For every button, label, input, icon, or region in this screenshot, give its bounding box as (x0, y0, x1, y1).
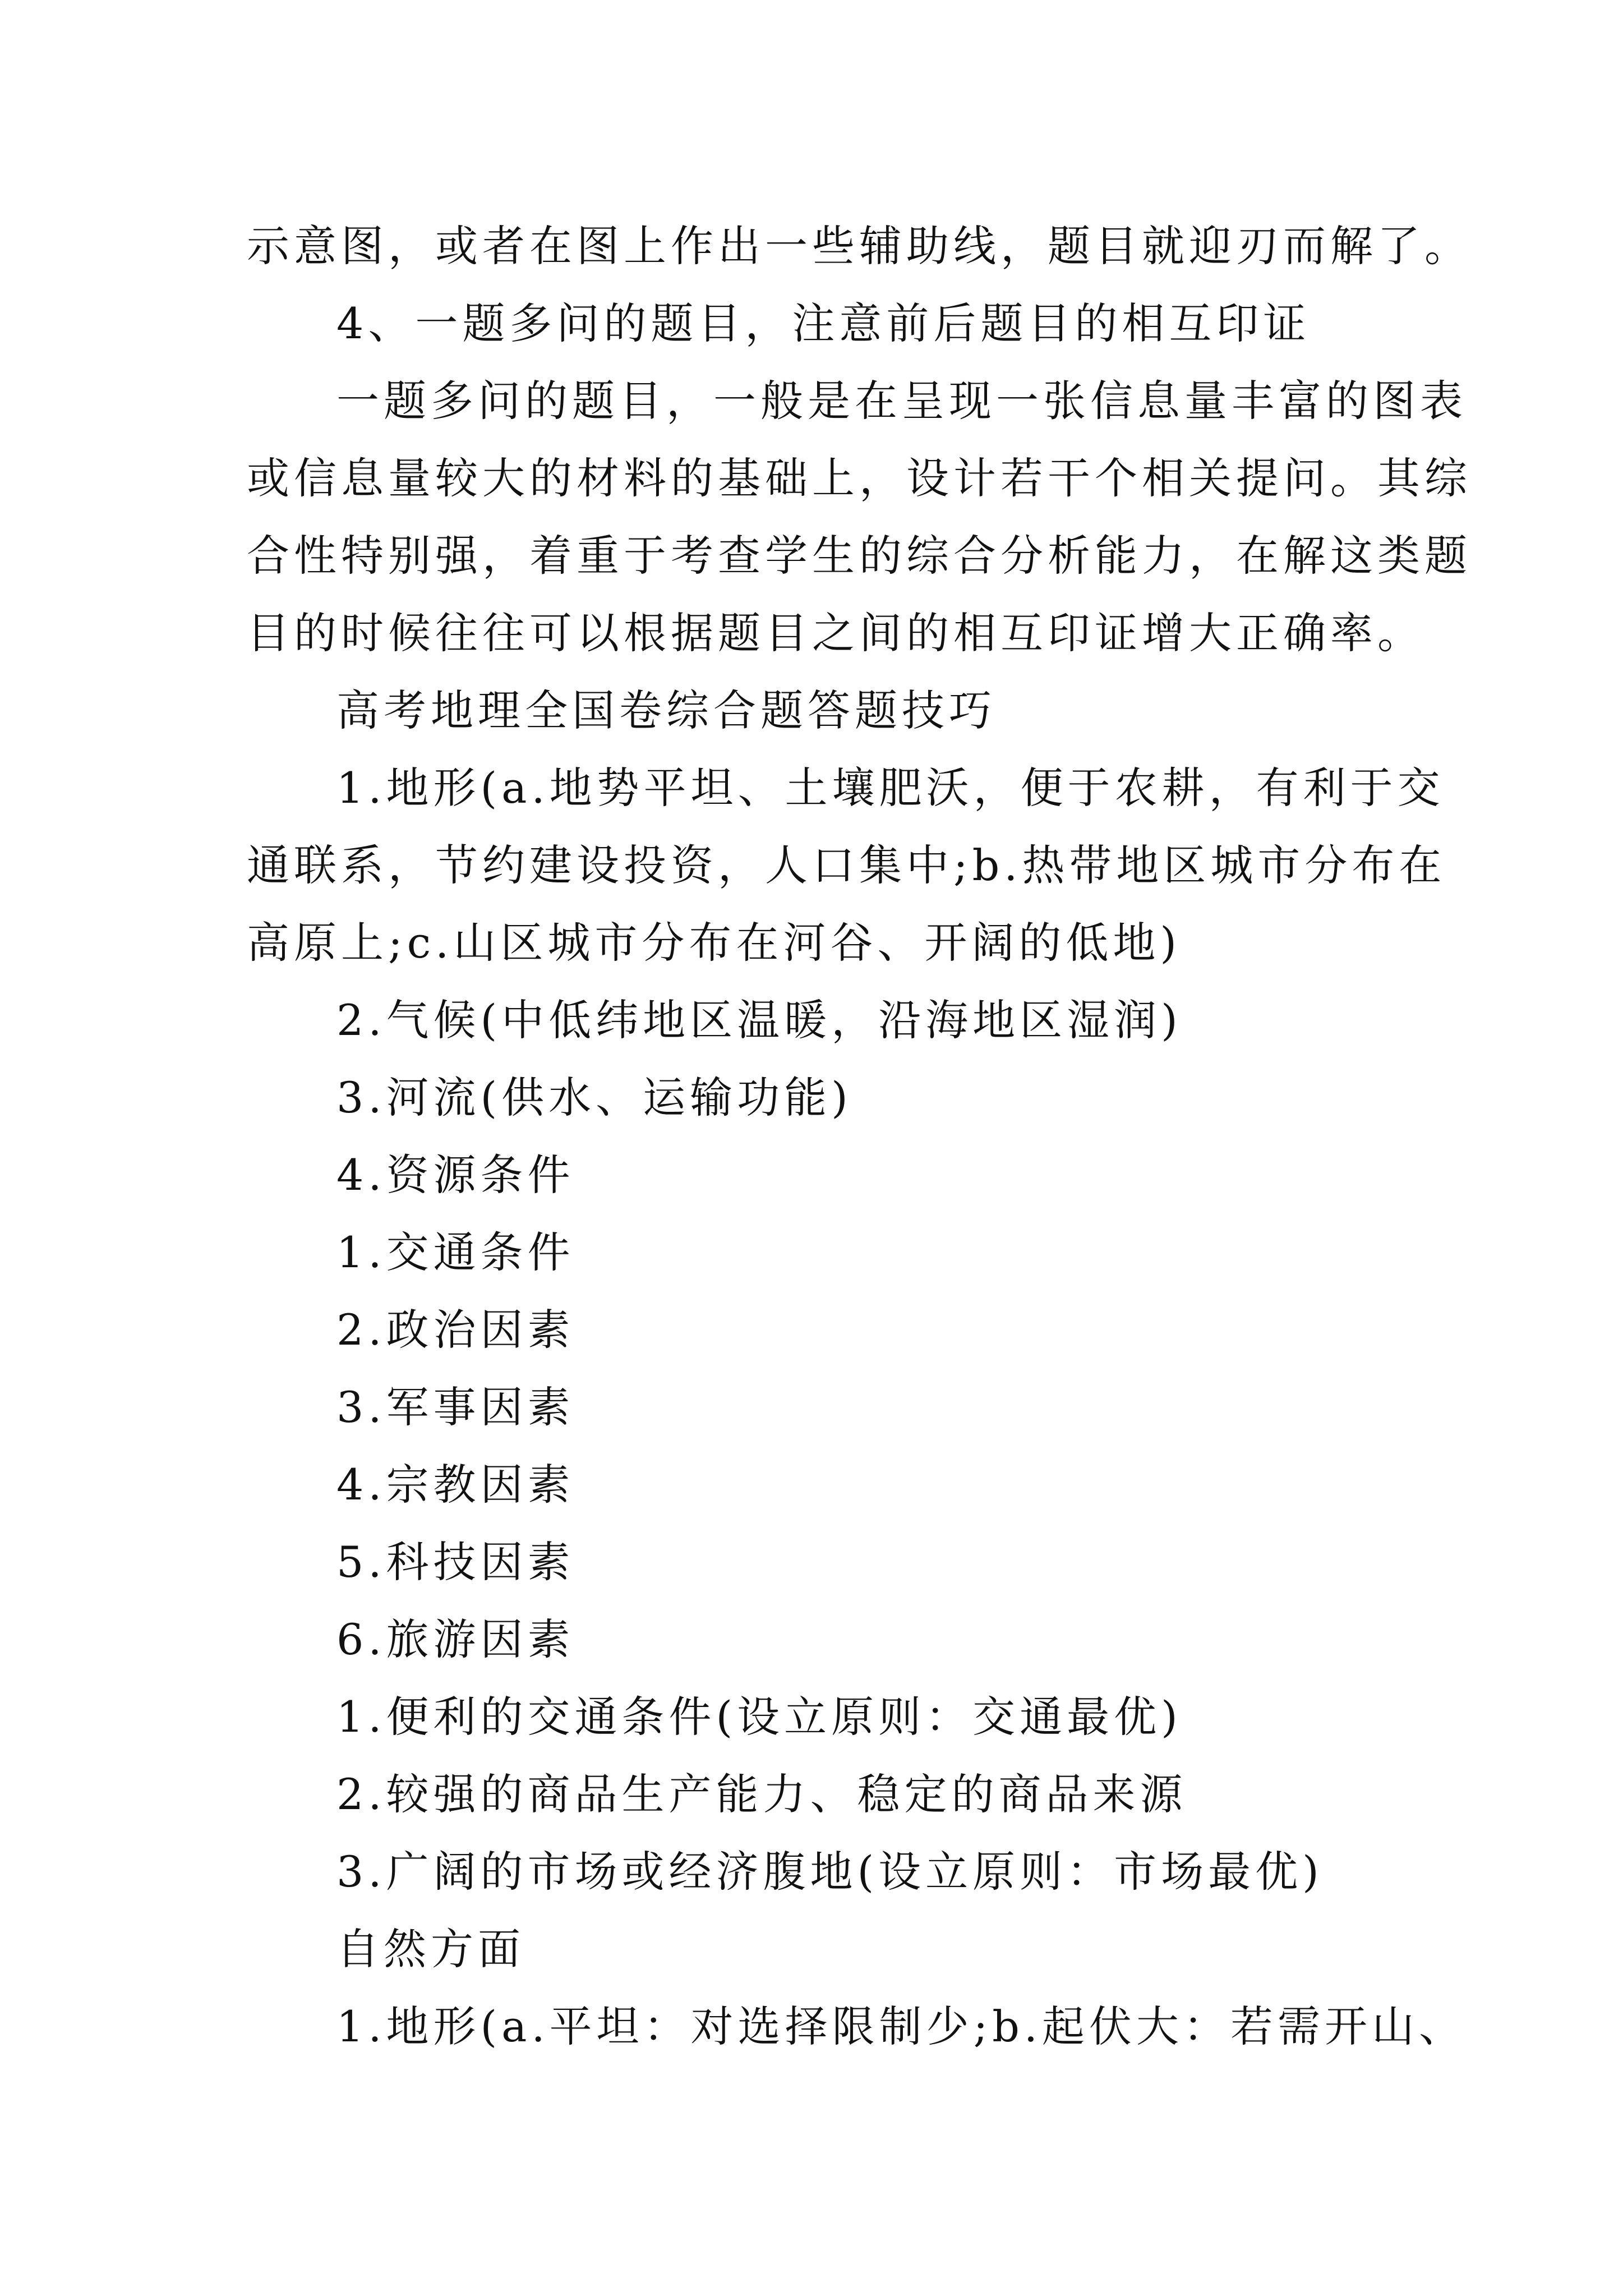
paragraph-line: 一题多问的题目，一般是在呈现一张信息量丰富的图表 (336, 376, 1467, 426)
paragraph-line: 合性特别强，着重于考查学生的综合分析能力，在解这类题 (247, 531, 1472, 581)
list-item: 1.便利的交通条件(设立原则：交通最优) (336, 1692, 1182, 1742)
section-heading: 4、一题多问的题目，注意前后题目的相互印证 (336, 298, 1311, 348)
list-item: 1.交通条件 (336, 1227, 575, 1277)
section-heading: 自然方面 (336, 1924, 525, 1974)
list-item-continuation: 通联系，节约建设投资，人口集中;b.热带地区城市分布在 (247, 840, 1446, 890)
text-line: 示意图，或者在图上作出一些辅助线，题目就迎刃而解了。 (247, 221, 1472, 271)
list-item: 5.科技因素 (336, 1537, 575, 1587)
list-item: 6.旅游因素 (336, 1614, 575, 1664)
paragraph-line: 目的时候往往可以根据题目之间的相互印证增大正确率。 (247, 608, 1424, 658)
list-item: 4.资源条件 (336, 1150, 575, 1200)
list-item: 3.军事因素 (336, 1382, 575, 1432)
list-item: 1.地形(a.平坦：对选择限制少;b.起伏大：若需开山、 (336, 2001, 1467, 2051)
list-item: 3.广阔的市场或经济腹地(设立原则：市场最优) (336, 1847, 1324, 1897)
list-item-continuation: 高原上;c.山区城市分布在河谷、开阔的低地) (247, 918, 1181, 968)
paragraph-line: 或信息量较大的材料的基础上，设计若干个相关提问。其综 (247, 453, 1472, 503)
list-item: 2.政治因素 (336, 1305, 575, 1355)
list-item: 2.较强的商品生产能力、稳定的商品来源 (336, 1769, 1187, 1819)
list-item: 1.地形(a.地势平坦、土壤肥沃，便于农耕，有利于交 (336, 763, 1445, 813)
document-body (247, 208, 1472, 2065)
list-item: 3.河流(供水、运输功能) (336, 1073, 852, 1122)
list-item: 4.宗教因素 (336, 1460, 575, 1510)
list-item: 2.气候(中低纬地区温暖，沿海地区湿润) (336, 995, 1182, 1045)
section-heading: 高考地理全国卷综合题答题技巧 (336, 685, 996, 735)
